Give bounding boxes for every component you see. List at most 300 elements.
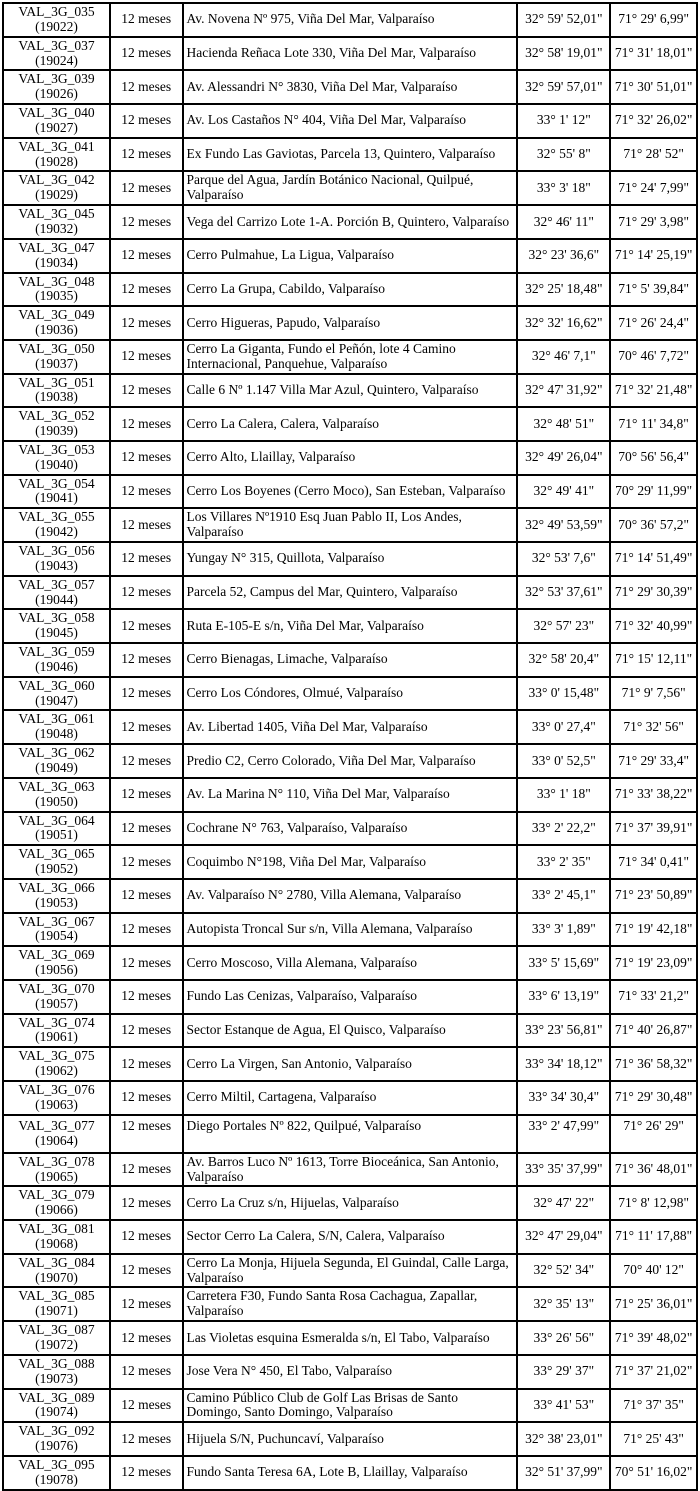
duration-cell: 12 meses [110,475,183,509]
longitude-cell: 71° 32' 40,99" [610,609,697,643]
table-row [3,1422,697,1456]
duration-cell: 12 meses [110,70,183,104]
address-cell: Cerro La Virgen, San Antonio, Valparaíso [183,1047,518,1081]
site-id-cell [3,3,110,37]
latitude-cell: 32° 55' 8" [517,138,610,172]
table-row [3,643,697,677]
duration-cell: 12 meses [110,104,183,138]
site-number: (19070) [35,1269,78,1285]
site-id-cell [3,576,110,610]
duration-cell: 12 meses [110,340,183,374]
latitude-cell: 32° 46' 11" [517,205,610,239]
site-id-cell [3,1220,110,1254]
site-number: (19054) [35,928,78,944]
site-id-cell [3,1254,110,1288]
site-code: VAL_3G_087 [18,1322,95,1338]
table-row [3,104,697,138]
table-row [3,273,697,307]
duration-cell: 12 meses [110,205,183,239]
table-row [3,138,697,172]
site-number: (19028) [35,153,78,169]
table-row [3,1254,697,1288]
duration-cell: 12 meses [110,643,183,677]
longitude-cell: 70° 29' 11,99" [610,475,697,509]
site-id-cell [3,946,110,980]
address-cell: Cerro La Giganta, Fundo el Peñón, lote 4 Camino Internacional, Panquehue, Valparaíso [183,340,518,374]
address-cell: Av. Los Castaños N° 404, Viña Del Mar, Valparaíso [183,104,518,138]
table-row [3,913,697,947]
site-id-cell [3,340,110,374]
longitude-cell: 71° 11' 34,8" [610,407,697,441]
site-number: (19037) [35,355,78,371]
latitude-cell: 32° 53' 37,61" [517,576,610,610]
longitude-cell: 71° 37' 39,91" [610,812,697,846]
table-row [3,37,697,71]
site-code: VAL_3G_060 [18,677,95,693]
latitude-cell: 32° 23' 36,6" [517,239,610,273]
duration-cell: 12 meses [110,1254,183,1288]
latitude-cell: 33° 0' 52,5" [517,744,610,778]
site-id-cell [3,239,110,273]
site-code: VAL_3G_042 [18,172,95,188]
duration-cell: 12 meses [110,946,183,980]
longitude-cell: 70° 56' 56,4" [610,441,697,475]
site-id-cell [3,913,110,947]
site-code: VAL_3G_035 [18,4,95,19]
site-code: VAL_3G_077 [18,1117,95,1133]
site-id-cell [3,104,110,138]
site-number: (19046) [35,658,78,674]
site-number: (19073) [35,1370,78,1386]
table-row [3,710,697,744]
longitude-cell: 71° 15' 12,11" [610,643,697,677]
address-cell: Cerro La Cruz s/n, Hijuelas, Valparaíso [183,1186,518,1220]
site-id-cell [3,374,110,408]
latitude-cell: 33° 26' 56" [517,1321,610,1355]
latitude-cell: 32° 47' 22" [517,1186,610,1220]
site-code: VAL_3G_069 [18,947,95,963]
latitude-cell: 33° 2' 47,99" [517,1115,610,1153]
latitude-cell: 33° 6' 13,19" [517,980,610,1014]
duration-cell: 12 meses [110,1014,183,1048]
site-number: (19050) [35,793,78,809]
table-row [3,441,697,475]
duration-cell: 12 meses [110,3,183,37]
site-id-cell [3,1081,110,1115]
address-cell: Av. La Marina N° 110, Viña Del Mar, Valparaíso [183,778,518,812]
address-cell: Coquimbo N°198, Viña Del Mar, Valparaíso [183,845,518,879]
site-id-cell [3,1456,110,1490]
address-cell: Los Villares Nº1910 Esq Juan Pablo II, Los Andes, Valparaíso [183,508,518,542]
duration-cell: 12 meses [110,778,183,812]
site-number: (19052) [35,861,78,877]
longitude-cell: 71° 8' 12,98" [610,1186,697,1220]
longitude-cell: 71° 24' 7,99" [610,171,697,205]
site-number: (19045) [35,625,78,641]
longitude-cell: 71° 26' 24,4" [610,306,697,340]
site-listing-table [2,2,698,1491]
table-row [3,340,697,374]
table-row [3,812,697,846]
duration-cell: 12 meses [110,845,183,879]
site-code: VAL_3G_078 [18,1153,95,1169]
latitude-cell: 32° 57' 23" [517,609,610,643]
site-id-cell [3,171,110,205]
address-cell: Cerro La Calera, Calera, Valparaíso [183,407,518,441]
latitude-cell: 33° 1' 18" [517,778,610,812]
site-code: VAL_3G_092 [18,1423,95,1439]
duration-cell: 12 meses [110,273,183,307]
address-cell: Cerro Pulmahue, La Ligua, Valparaíso [183,239,518,273]
longitude-cell: 71° 29' 30,48" [610,1081,697,1115]
latitude-cell: 32° 58' 20,4" [517,643,610,677]
latitude-cell: 32° 58' 19,01" [517,37,610,71]
latitude-cell: 32° 52' 34" [517,1254,610,1288]
duration-cell: 12 meses [110,609,183,643]
site-id-cell [3,1389,110,1423]
site-id-cell [3,37,110,71]
duration-cell: 12 meses [110,1287,183,1321]
duration-cell: 12 meses [110,542,183,576]
site-number: (19063) [35,1096,78,1112]
address-cell: Vega del Carrizo Lote 1-A. Porción B, Quintero, Valparaíso [183,205,518,239]
site-number: (19036) [35,322,78,338]
latitude-cell: 32° 47' 29,04" [517,1220,610,1254]
site-code: VAL_3G_053 [18,441,95,457]
duration-cell: 12 meses [110,1081,183,1115]
latitude-cell: 33° 29' 37" [517,1355,610,1389]
table-row [3,171,697,205]
duration-cell: 12 meses [110,37,183,71]
table-row [3,1220,697,1254]
longitude-cell: 70° 40' 12" [610,1254,697,1288]
table-row [3,845,697,879]
longitude-cell: 71° 26' 29" [610,1115,697,1153]
duration-cell: 12 meses [110,1456,183,1490]
site-id-cell [3,812,110,846]
longitude-cell: 70° 36' 57,2" [610,508,697,542]
longitude-cell: 71° 19' 23,09" [610,946,697,980]
site-id-cell [3,1186,110,1220]
latitude-cell: 33° 0' 15,48" [517,677,610,711]
duration-cell: 12 meses [110,677,183,711]
site-id-cell [3,980,110,1014]
site-code: VAL_3G_089 [18,1389,95,1405]
site-code: VAL_3G_088 [18,1355,95,1371]
table-row [3,1389,697,1423]
duration-cell: 12 meses [110,1153,183,1187]
longitude-cell: 70° 46' 7,72" [610,340,697,374]
site-code: VAL_3G_048 [18,273,95,289]
duration-cell: 12 meses [110,1115,183,1153]
table-row [3,407,697,441]
site-code: VAL_3G_047 [18,239,95,255]
longitude-cell: 71° 32' 21,48" [610,374,697,408]
address-cell: Av. Valparaíso N° 2780, Villa Alemana, Valparaíso [183,879,518,913]
site-code: VAL_3G_074 [18,1014,95,1030]
site-number: (19038) [35,389,78,405]
site-code: VAL_3G_070 [18,980,95,996]
site-number: (19057) [35,995,78,1011]
site-id-cell [3,879,110,913]
duration-cell: 12 meses [110,576,183,610]
duration-cell: 12 meses [110,239,183,273]
address-cell: Sector Estanque de Agua, El Quisco, Valparaíso [183,1014,518,1048]
longitude-cell: 71° 39' 48,02" [610,1321,697,1355]
site-code: VAL_3G_052 [18,408,95,424]
longitude-cell: 71° 29' 6,99" [610,3,697,37]
address-cell: Diego Portales Nº 822, Quilpué, Valparaíso [183,1115,518,1153]
latitude-cell: 32° 38' 23,01" [517,1422,610,1456]
address-cell: Yungay N° 315, Quillota, Valparaíso [183,542,518,576]
site-number: (19065) [35,1168,78,1184]
table-row [3,1081,697,1115]
duration-cell: 12 meses [110,407,183,441]
address-cell: Cerro Bienagas, Limache, Valparaíso [183,643,518,677]
longitude-cell: 71° 25' 43" [610,1422,697,1456]
site-number: (19039) [35,423,78,439]
latitude-cell: 33° 2' 22,2" [517,812,610,846]
address-cell: Cerro Los Cóndores, Olmué, Valparaíso [183,677,518,711]
table-row [3,778,697,812]
site-id-cell [3,845,110,879]
table-body [3,3,697,1490]
address-cell: Cochrane N° 763, Valparaíso, Valparaíso [183,812,518,846]
longitude-cell: 71° 31' 18,01" [610,37,697,71]
site-id-cell [3,609,110,643]
address-cell: Hacienda Reñaca Lote 330, Viña Del Mar, Valparaíso [183,37,518,71]
longitude-cell: 70° 51' 16,02" [610,1456,697,1490]
table-row [3,744,697,778]
longitude-cell: 71° 37' 21,02" [610,1355,697,1389]
duration-cell: 12 meses [110,1220,183,1254]
site-number: (19044) [35,591,78,607]
table-row [3,609,697,643]
table-row [3,1355,697,1389]
site-code: VAL_3G_040 [18,105,95,121]
site-number: (19061) [35,1029,78,1045]
latitude-cell: 32° 49' 26,04" [517,441,610,475]
longitude-cell: 71° 36' 48,01" [610,1153,697,1187]
latitude-cell: 33° 0' 27,4" [517,710,610,744]
site-number: (19049) [35,759,78,775]
longitude-cell: 71° 40' 26,87" [610,1014,697,1048]
longitude-cell: 71° 29' 33,4" [610,744,697,778]
site-number: (19043) [35,557,78,573]
site-number: (19071) [35,1303,78,1319]
table-row [3,1115,697,1153]
longitude-cell: 71° 33' 38,22" [610,778,697,812]
table-row [3,1321,697,1355]
site-number: (19048) [35,726,78,742]
site-number: (19034) [35,254,78,270]
longitude-cell: 71° 28' 52" [610,138,697,172]
site-number: (19051) [35,827,78,843]
site-number: (19029) [35,187,78,203]
site-code: VAL_3G_059 [18,644,95,660]
longitude-cell: 71° 36' 58,32" [610,1047,697,1081]
longitude-cell: 71° 11' 17,88" [610,1220,697,1254]
longitude-cell: 71° 34' 0,41" [610,845,697,879]
latitude-cell: 32° 59' 52,01" [517,3,610,37]
latitude-cell: 32° 53' 7,6" [517,542,610,576]
latitude-cell: 32° 59' 57,01" [517,70,610,104]
latitude-cell: 32° 47' 31,92" [517,374,610,408]
site-number: (19032) [35,220,78,236]
table-row [3,205,697,239]
site-code: VAL_3G_058 [18,610,95,626]
site-code: VAL_3G_050 [18,340,95,356]
site-code: VAL_3G_045 [18,206,95,222]
latitude-cell: 32° 48' 51" [517,407,610,441]
site-code: VAL_3G_049 [18,307,95,323]
address-cell: Av. Alessandri N° 3830, Viña Del Mar, Valparaíso [183,70,518,104]
site-number: (19053) [35,894,78,910]
address-cell: Las Violetas esquina Esmeralda s/n, El Tabo, Valparaíso [183,1321,518,1355]
site-number: (19040) [35,456,78,472]
address-cell: Carretera F30, Fundo Santa Rosa Cachagua, Zapallar, Valparaíso [183,1287,518,1321]
table-row [3,879,697,913]
duration-cell: 12 meses [110,710,183,744]
duration-cell: 12 meses [110,138,183,172]
site-number: (19078) [35,1471,78,1487]
longitude-cell: 71° 14' 25,19" [610,239,697,273]
site-code: VAL_3G_056 [18,543,95,558]
site-id-cell [3,1014,110,1048]
latitude-cell: 33° 3' 1,89" [517,913,610,947]
site-number: (19041) [35,490,78,506]
site-id-cell [3,744,110,778]
duration-cell: 12 meses [110,374,183,408]
address-cell: Av. Novena Nº 975, Viña Del Mar, Valparaíso [183,3,518,37]
address-cell: Fundo Las Cenizas, Valparaíso, Valparaíso [183,980,518,1014]
longitude-cell: 71° 37' 35" [610,1389,697,1423]
site-code: VAL_3G_064 [18,812,95,828]
address-cell: Ruta E-105-E s/n, Viña Del Mar, Valparaíso [183,609,518,643]
longitude-cell: 71° 5' 39,84" [610,273,697,307]
address-cell: Ex Fundo Las Gaviotas, Parcela 13, Quintero, Valparaíso [183,138,518,172]
table-row [3,946,697,980]
site-number: (19027) [35,119,78,135]
site-id-cell [3,1287,110,1321]
duration-cell: 12 meses [110,812,183,846]
site-number: (19064) [35,1132,78,1148]
site-code: VAL_3G_067 [18,913,95,929]
duration-cell: 12 meses [110,1355,183,1389]
site-id-cell [3,677,110,711]
site-number: (19035) [35,288,78,304]
latitude-cell: 32° 46' 7,1" [517,340,610,374]
address-cell: Cerro Moscoso, Villa Alemana, Valparaíso [183,946,518,980]
site-id-cell [3,205,110,239]
address-cell: Parque del Agua, Jardín Botánico Nacional, Quilpué, Valparaíso [183,171,518,205]
site-code: VAL_3G_051 [18,374,95,390]
site-code: VAL_3G_084 [18,1254,95,1270]
longitude-cell: 71° 32' 26,02" [610,104,697,138]
site-id-cell [3,1115,110,1153]
duration-cell: 12 meses [110,508,183,542]
site-number: (19022) [35,18,78,34]
site-code: VAL_3G_054 [18,475,95,491]
latitude-cell: 32° 35' 13" [517,1287,610,1321]
table-row [3,475,697,509]
site-code: VAL_3G_041 [18,138,95,154]
latitude-cell: 33° 34' 18,12" [517,1047,610,1081]
duration-cell: 12 meses [110,879,183,913]
site-number: (19056) [35,962,78,978]
duration-cell: 12 meses [110,1422,183,1456]
address-cell: Fundo Santa Teresa 6A, Lote B, Llaillay, Valparaíso [183,1456,518,1490]
site-number: (19068) [35,1235,78,1251]
site-code: VAL_3G_085 [18,1288,95,1304]
site-number: (19047) [35,692,78,708]
latitude-cell: 33° 23' 56,81" [517,1014,610,1048]
site-number: (19072) [35,1336,78,1352]
site-number: (19074) [35,1404,78,1420]
duration-cell: 12 meses [110,980,183,1014]
site-id-cell [3,273,110,307]
longitude-cell: 71° 14' 51,49" [610,542,697,576]
latitude-cell: 33° 2' 35" [517,845,610,879]
address-cell: Cerro La Grupa, Cabildo, Valparaíso [183,273,518,307]
longitude-cell: 71° 30' 51,01" [610,70,697,104]
duration-cell: 12 meses [110,744,183,778]
site-number: (19066) [35,1202,78,1218]
table-row [3,239,697,273]
address-cell: Cerro La Monja, Hijuela Segunda, El Guindal, Calle Larga, Valparaíso [183,1254,518,1288]
latitude-cell: 33° 1' 12" [517,104,610,138]
site-number: (19062) [35,1063,78,1079]
latitude-cell: 32° 25' 18,48" [517,273,610,307]
site-code: VAL_3G_065 [18,846,95,862]
duration-cell: 12 meses [110,1186,183,1220]
table-row [3,1456,697,1490]
latitude-cell: 32° 32' 16,62" [517,306,610,340]
latitude-cell: 33° 35' 37,99" [517,1153,610,1187]
duration-cell: 12 meses [110,306,183,340]
site-number: (19026) [35,86,78,102]
latitude-cell: 32° 49' 53,59" [517,508,610,542]
latitude-cell: 32° 51' 37,99" [517,1456,610,1490]
site-code: VAL_3G_063 [18,778,95,794]
site-id-cell [3,70,110,104]
site-id-cell [3,643,110,677]
address-cell: Predio C2, Cerro Colorado, Viña Del Mar, Valparaíso [183,744,518,778]
duration-cell: 12 meses [110,441,183,475]
duration-cell: 12 meses [110,913,183,947]
site-code: VAL_3G_057 [18,576,95,592]
site-id-cell [3,1153,110,1187]
site-code: VAL_3G_066 [18,879,95,895]
table-row [3,542,697,576]
table-row [3,1047,697,1081]
site-id-cell [3,778,110,812]
latitude-cell: 32° 49' 41" [517,475,610,509]
longitude-cell: 71° 29' 3,98" [610,205,697,239]
address-cell: Av. Libertad 1405, Viña Del Mar, Valparaíso [183,710,518,744]
site-id-cell [3,475,110,509]
table-row [3,3,697,37]
site-number: (19024) [35,52,78,68]
site-code: VAL_3G_055 [18,509,95,525]
site-id-cell [3,1047,110,1081]
longitude-cell: 71° 9' 7,56" [610,677,697,711]
latitude-cell: 33° 34' 30,4" [517,1081,610,1115]
longitude-cell: 71° 25' 36,01" [610,1287,697,1321]
site-id-cell [3,710,110,744]
site-code: VAL_3G_076 [18,1082,95,1097]
duration-cell: 12 meses [110,1047,183,1081]
